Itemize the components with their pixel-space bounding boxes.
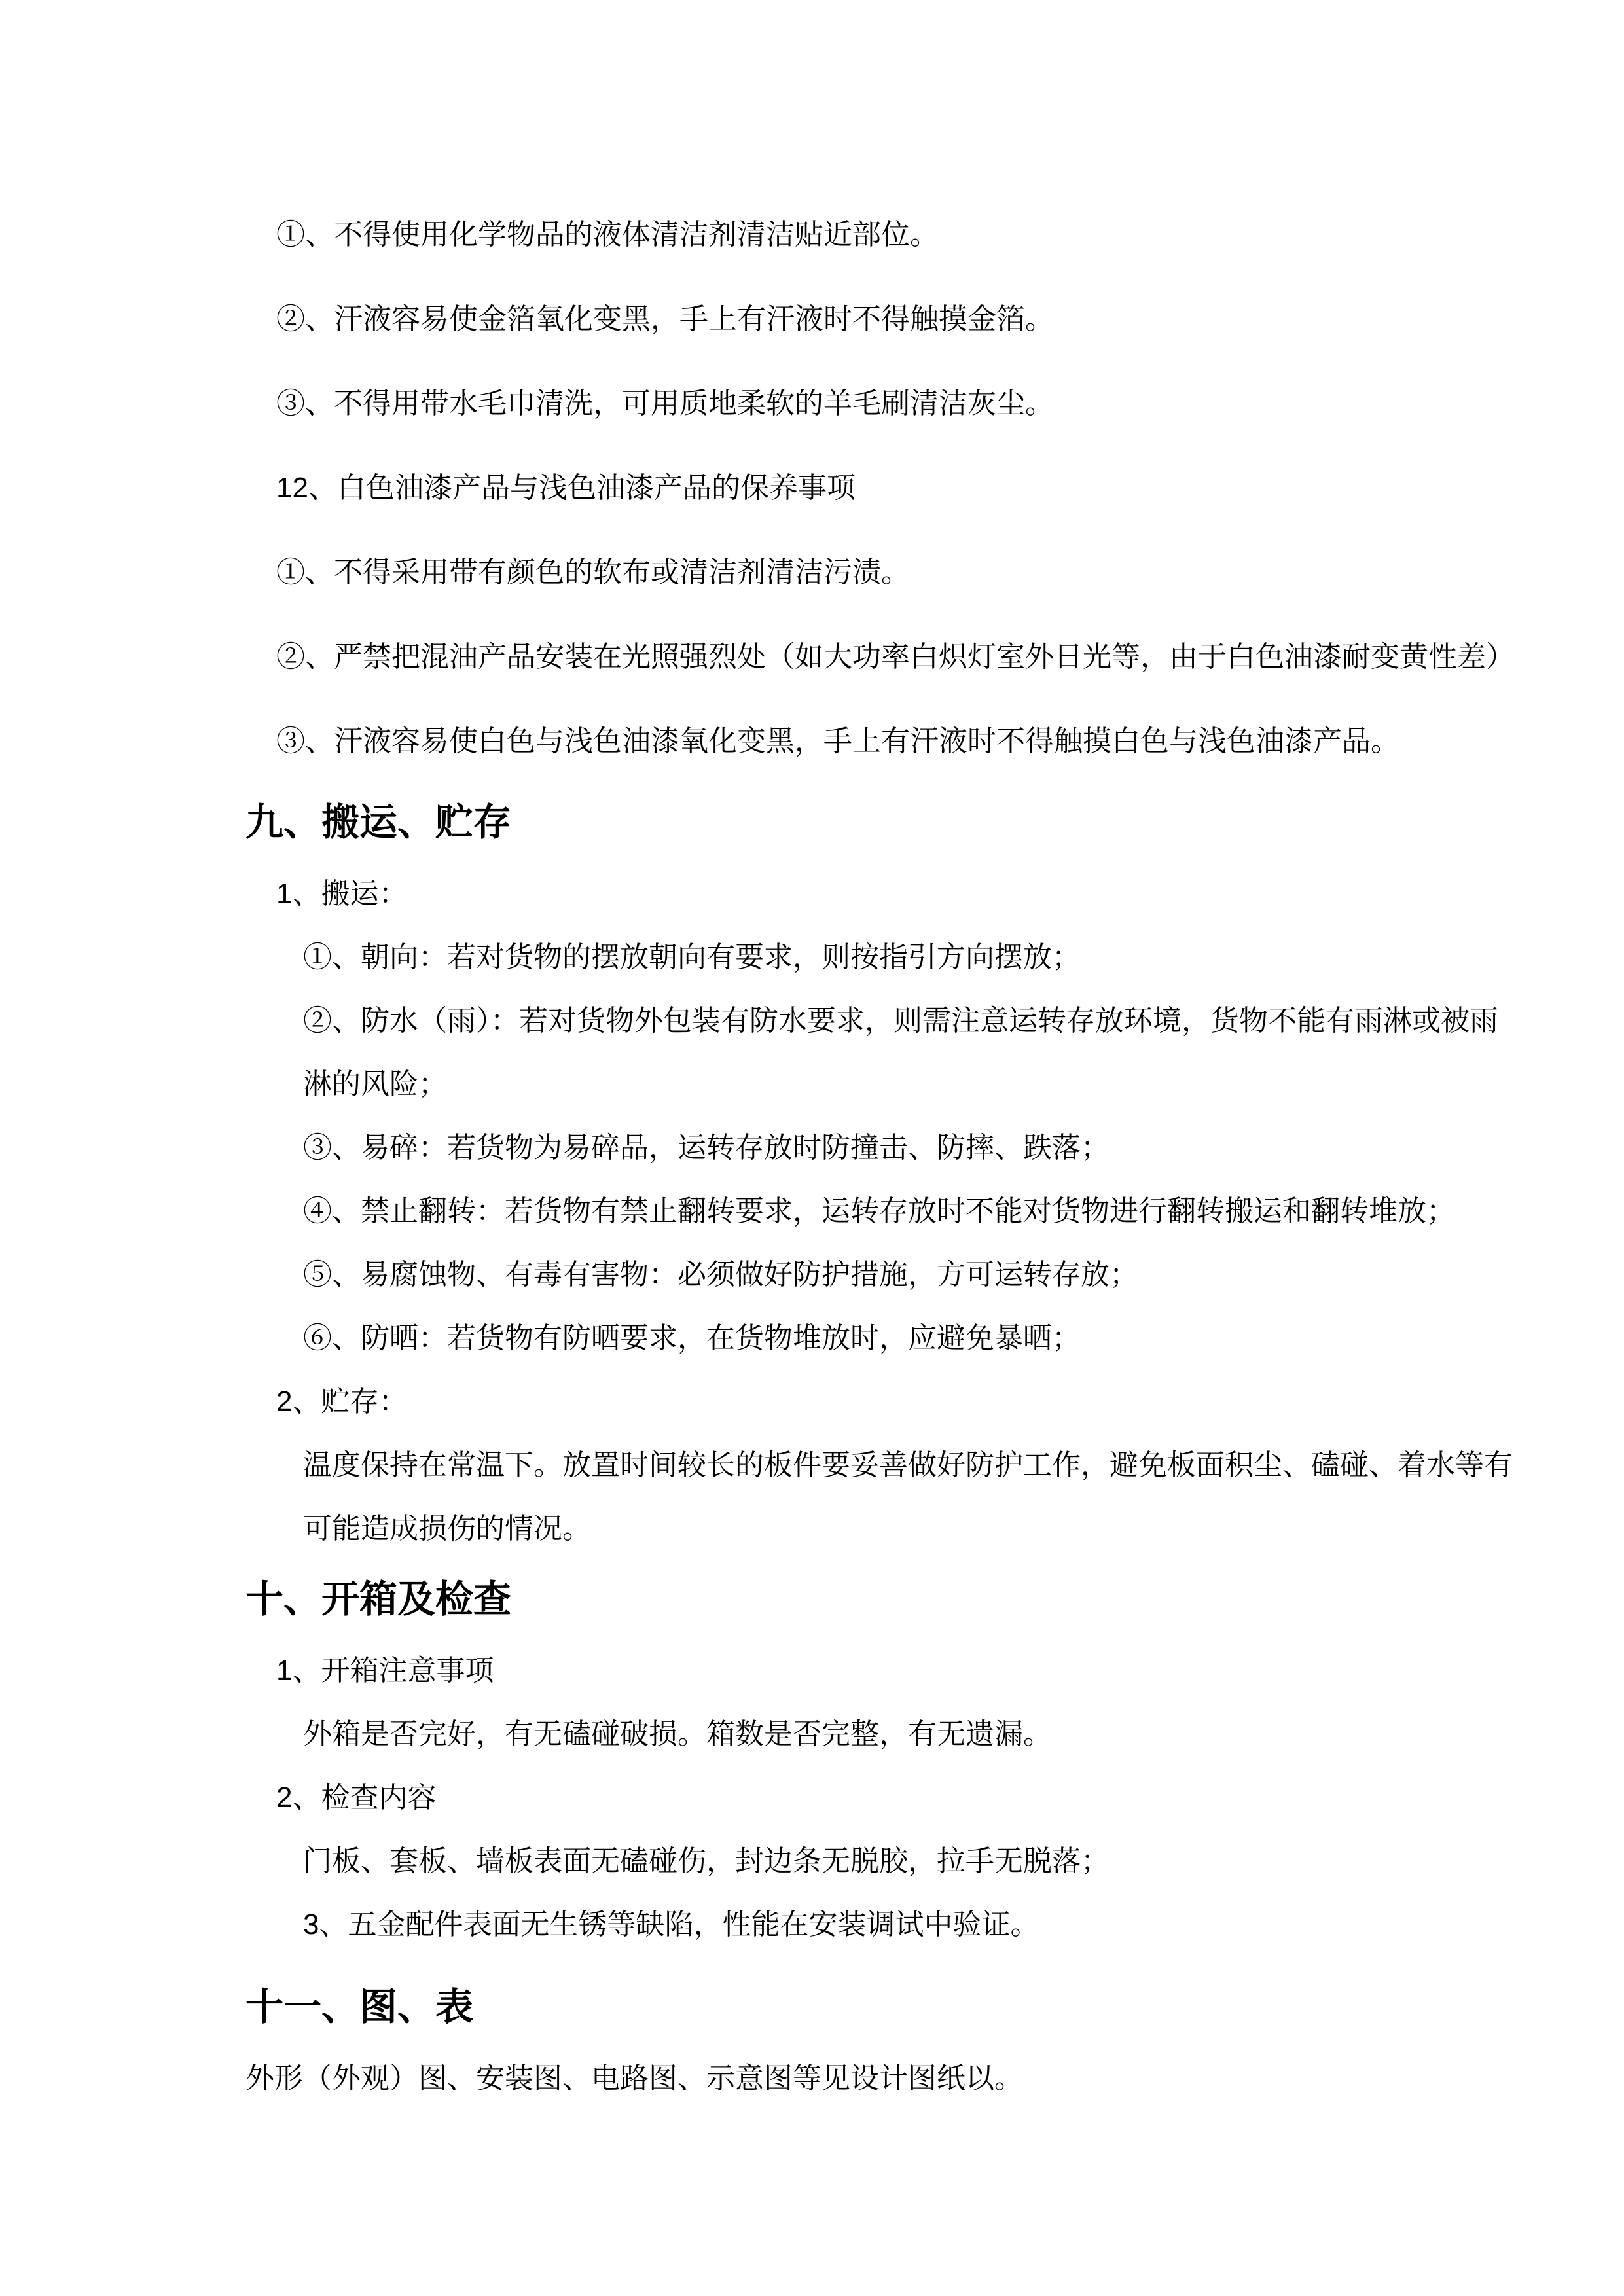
gold-foil-care-item-1: ①、不得使用化学物品的液体清洁剂清洁贴近部位。 — [276, 219, 939, 251]
section-9-heading: 九、搬运、贮存 — [245, 801, 512, 844]
handling-item-waterproof: ②、防水（雨）：若对货物外包装有防水要求，则需注意运转存放环境，货物不能有雨淋或被雨 — [303, 1005, 1498, 1037]
section-12-item-2: ②、严禁把混油产品安装在光照强烈处（如大功率白炽灯室外日光等，由于白色油漆耐变黄性差） — [276, 641, 1515, 673]
handling-title: 1、搬运： — [276, 878, 408, 910]
handling-item-fragile: ③、易碎：若货物为易碎品，运转存放时防撞击、防摔、跌落； — [303, 1132, 1110, 1164]
gold-foil-care-item-3: ③、不得用带水毛巾清洗，可用质地柔软的羊毛刷清洁灰尘。 — [276, 387, 1054, 420]
handling-item-sun-protection: ⑥、防晒：若货物有防晒要求，在货物堆放时，应避免暴晒； — [303, 1322, 1081, 1354]
section-12-title: 12、白色油漆产品与浅色油漆产品的保养事项 — [276, 472, 856, 504]
section-11-heading: 十一、图、表 — [245, 1986, 474, 2028]
inspection-content: 门板、套板、墙板表面无磕碰伤，封边条无脱胶，拉手无脱落； — [303, 1845, 1110, 1877]
gold-foil-care-item-2: ②、汗液容易使金箔氧化变黑，手上有汗液时不得触摸金箔。 — [276, 303, 1054, 335]
unboxing-content: 外箱是否完好，有无磕碰破损。箱数是否完整，有无遗漏。 — [303, 1718, 1052, 1750]
storage-line-1: 温度保持在常温下。放置时间较长的板件要妥善做好防护工作，避免板面积尘、磕碰、着水等有 — [303, 1449, 1513, 1481]
handling-item-waterproof-wrap: 淋的风险； — [303, 1068, 447, 1100]
section-12-item-1: ①、不得采用带有颜色的软布或清洁剂清洁污渍。 — [276, 556, 910, 588]
hardware-item: 3、五金配件表面无生锈等缺陷，性能在安装调试中验证。 — [303, 1909, 1039, 1941]
storage-line-2: 可能造成损伤的情况。 — [303, 1513, 591, 1545]
inspection-title: 2、检查内容 — [276, 1782, 437, 1814]
figures-content: 外形（外观）图、安装图、电路图、示意图等见设计图纸以。 — [245, 2062, 1023, 2094]
section-12-item-3: ③、汗液容易使白色与浅色油漆氧化变黑，手上有汗液时不得触摸白色与浅色油漆产品。 — [276, 725, 1399, 757]
handling-item-no-flip: ④、禁止翻转：若货物有禁止翻转要求，运转存放时不能对货物进行翻转搬运和翻转堆放； — [303, 1195, 1455, 1227]
handling-item-orientation: ①、朝向：若对货物的摆放朝向有要求，则按指引方向摆放； — [303, 941, 1081, 973]
storage-title: 2、贮存： — [276, 1386, 408, 1418]
section-10-heading: 十、开箱及检查 — [245, 1578, 512, 1621]
unboxing-title: 1、开箱注意事项 — [276, 1655, 494, 1687]
handling-item-corrosive: ⑤、易腐蚀物、有毒有害物：必须做好防护措施，方可运转存放； — [303, 1259, 1138, 1291]
